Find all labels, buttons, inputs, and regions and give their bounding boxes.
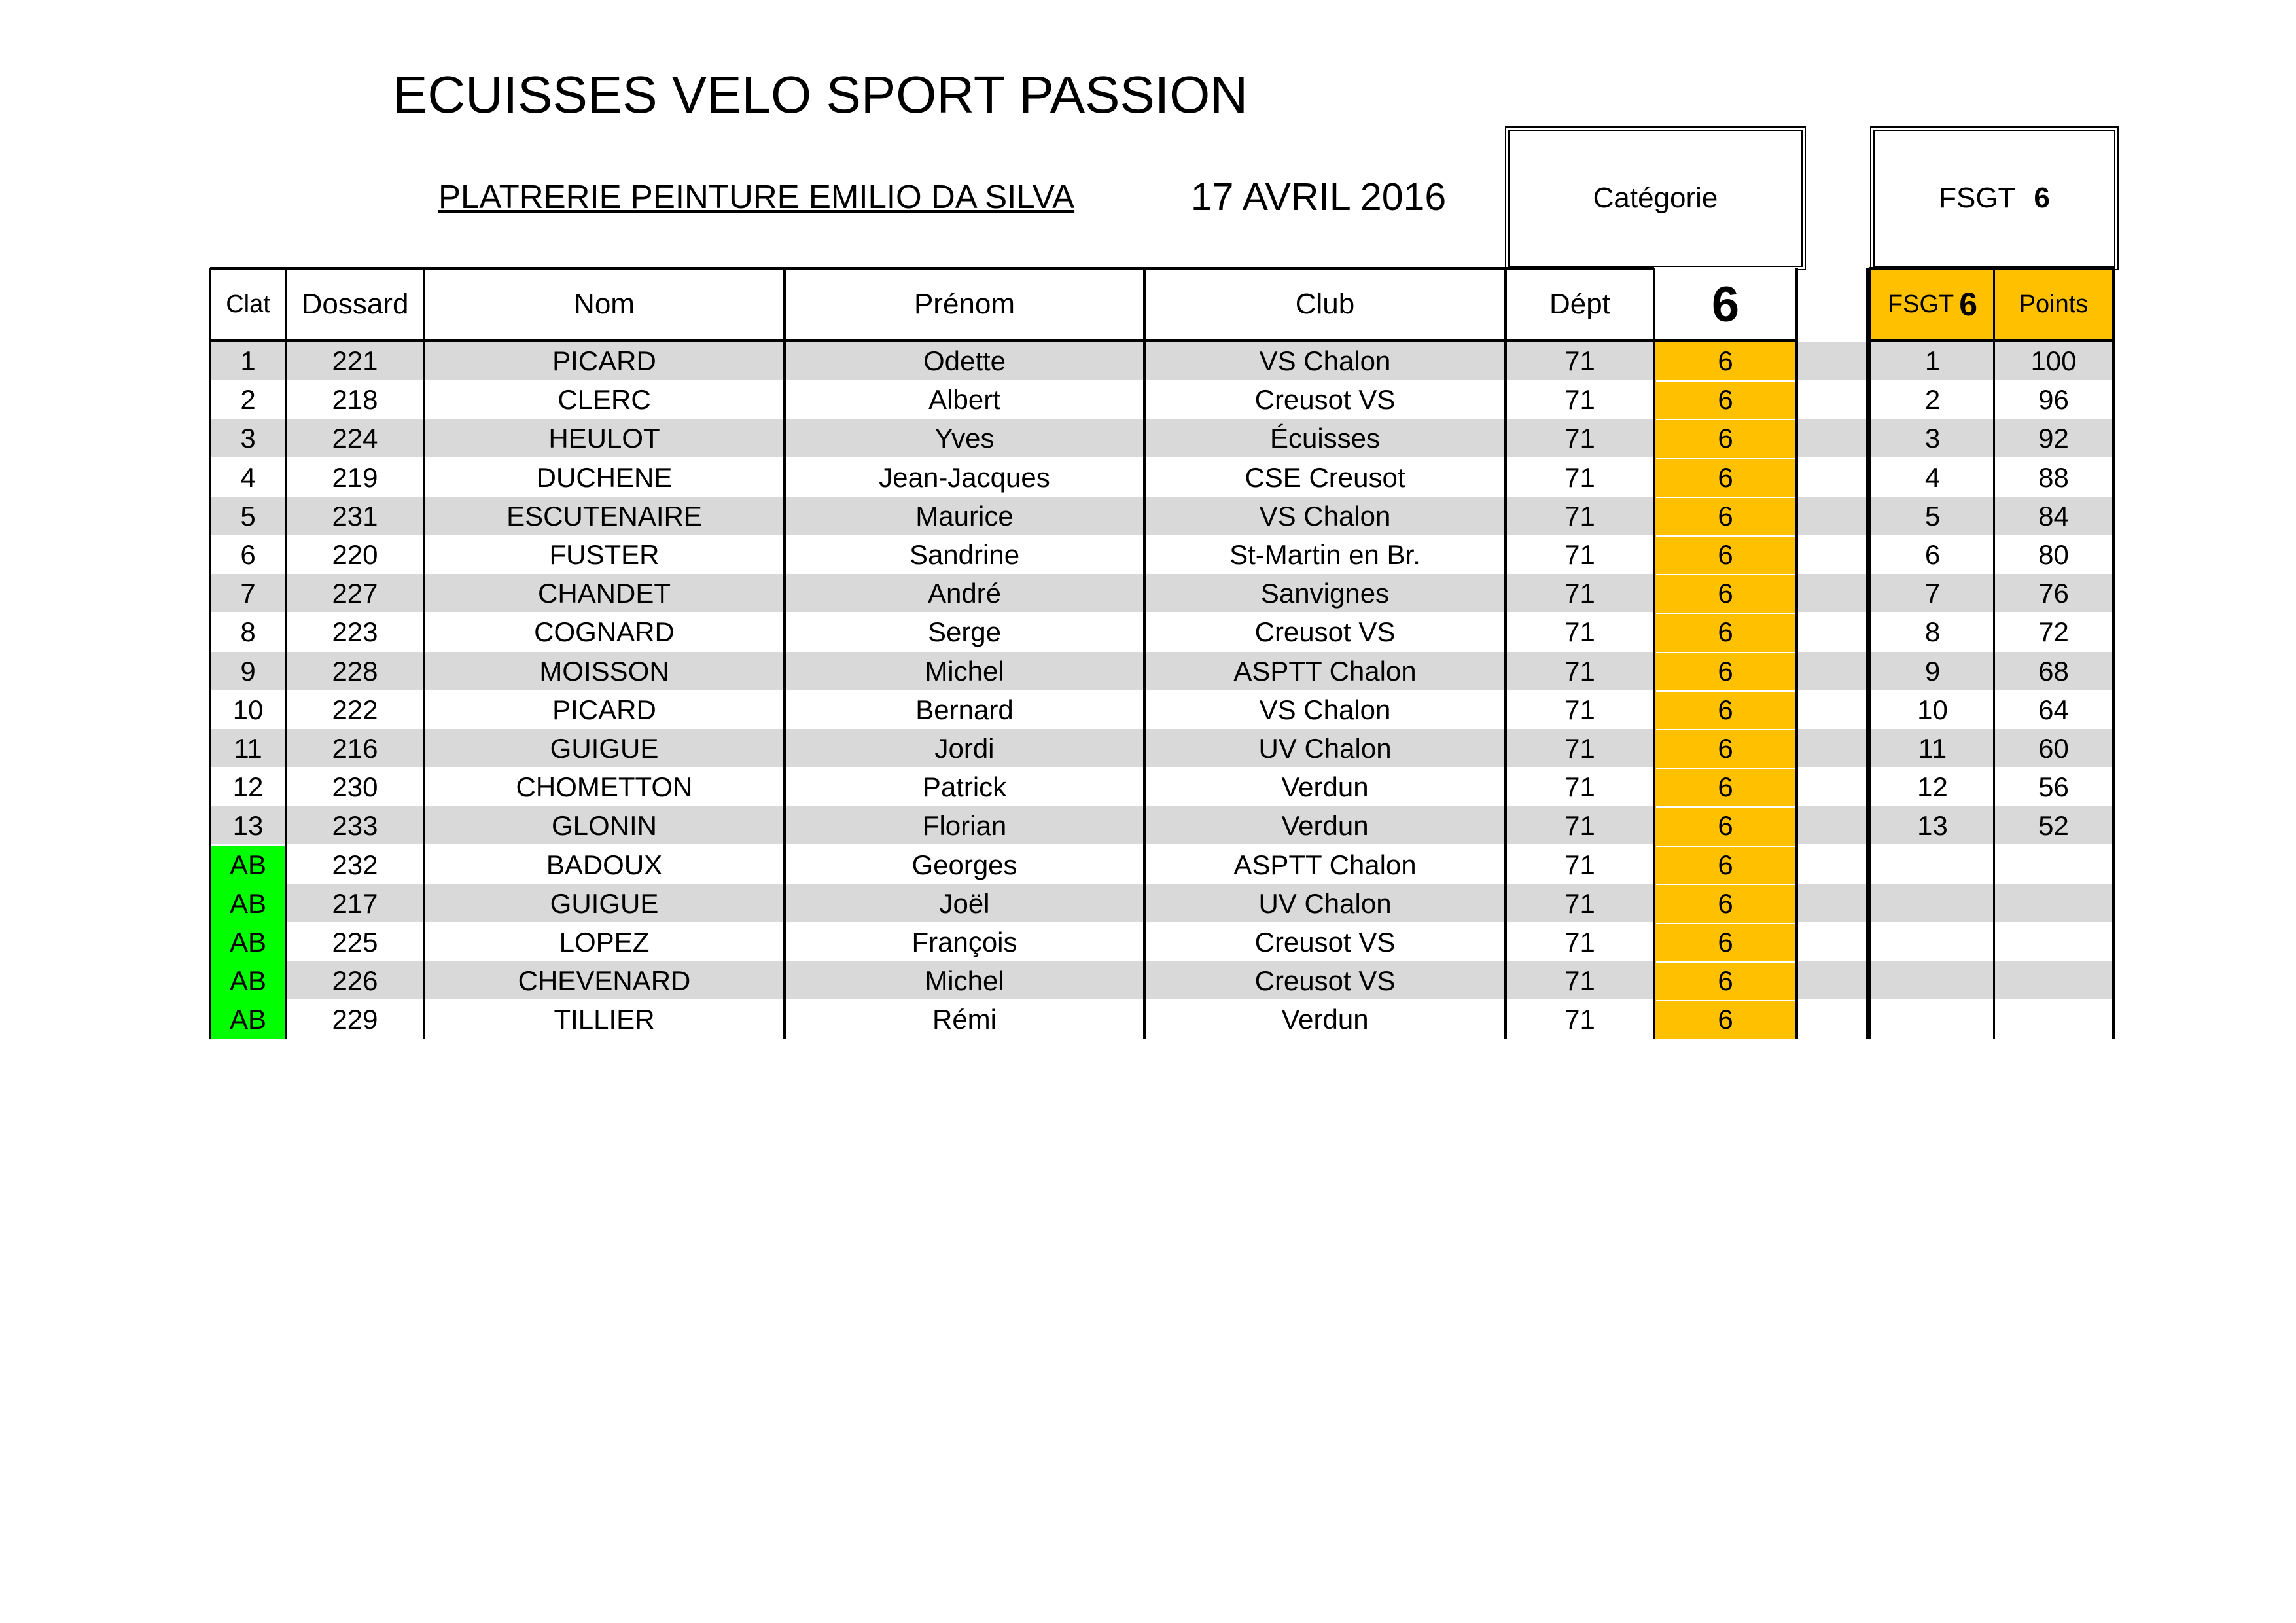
cell-prenom: Serge [927, 616, 1002, 647]
cell-prenom: Michel [925, 655, 1004, 687]
cell-nom: LOPEZ [559, 926, 650, 957]
cell-clat: 2 [240, 383, 256, 415]
header-prenom: Prénom [913, 288, 1016, 320]
cell-dossard: 225 [332, 926, 378, 957]
cell-club: Sanvignes [1260, 577, 1390, 609]
grid-line [210, 267, 1654, 270]
cell-dept: 71 [1564, 810, 1595, 841]
cell-fsgt [1871, 923, 1994, 961]
row-separator [1656, 846, 1795, 847]
header-clat: Clat [226, 290, 270, 318]
row-separator [1656, 923, 1795, 924]
cell-fsgt: 1 [1924, 345, 1941, 376]
cell-clat: AB [229, 849, 267, 880]
cell-clat: AB [229, 926, 267, 957]
cell-cat: 6 [1718, 383, 1733, 415]
cell-dossard: 224 [332, 422, 378, 454]
row-separator [1656, 729, 1795, 730]
cell-prenom: Yves [934, 422, 995, 454]
cell-clat: 12 [232, 771, 264, 802]
cell-cat: 6 [1718, 926, 1733, 957]
cell-points [1994, 1000, 2113, 1039]
cell-dept: 71 [1564, 887, 1595, 919]
cell-prenom: Patrick [922, 771, 1007, 802]
grid-line [1504, 268, 1507, 1039]
grid-line [1143, 268, 1146, 1039]
cell-points: 100 [2030, 345, 2077, 376]
row-separator [1656, 535, 1795, 537]
cell-club: VS Chalon [1259, 500, 1391, 531]
cell-cat: 6 [1718, 887, 1733, 919]
cell-cat: 6 [1718, 345, 1733, 376]
cell-clat: 8 [240, 616, 256, 647]
grid-line [1866, 268, 1871, 1039]
fsgt-box-value: 6 [2034, 182, 2050, 214]
cell-points: 68 [2038, 655, 2069, 687]
grid-line [285, 268, 287, 1039]
cell-dept: 71 [1564, 500, 1595, 531]
cell-fsgt [1871, 1000, 1994, 1039]
cell-cat: 6 [1718, 500, 1733, 531]
cell-prenom: Michel [925, 965, 1004, 996]
cell-nom: HEULOT [548, 422, 660, 454]
cell-nom: CLERC [557, 383, 651, 415]
cell-points [1994, 846, 2113, 884]
cell-dept: 71 [1564, 965, 1595, 996]
cell-points: 84 [2038, 500, 2069, 531]
cell-prenom: Odette [923, 345, 1006, 376]
cell-dossard: 222 [332, 694, 378, 725]
cell-cat: 6 [1718, 965, 1733, 996]
cell-points: 52 [2038, 810, 2069, 841]
cell-points: 60 [2038, 732, 2069, 764]
row-separator [1656, 1000, 1795, 1001]
row-separator [1656, 458, 1795, 459]
cell-dossard: 227 [332, 577, 378, 609]
header-category-value: 6 [1711, 276, 1740, 332]
cell-dept: 71 [1564, 345, 1595, 376]
cell-cat: 6 [1718, 1003, 1733, 1035]
cell-fsgt: 4 [1924, 461, 1941, 493]
cell-clat: 7 [240, 577, 256, 609]
cell-prenom: Maurice [915, 500, 1014, 531]
cell-nom: FUSTER [549, 539, 660, 570]
cell-points: 92 [2038, 422, 2069, 454]
cell-fsgt [1871, 884, 1994, 923]
cell-points: 80 [2038, 539, 2069, 570]
cell-prenom: André [927, 577, 1002, 609]
header-club: Club [1295, 288, 1355, 320]
grid-line [210, 339, 1797, 342]
cell-fsgt: 8 [1924, 616, 1941, 647]
cell-clat: 1 [240, 345, 256, 376]
cell-dept: 71 [1564, 1003, 1595, 1035]
cell-fsgt: 3 [1924, 422, 1941, 454]
cell-prenom: Sandrine [909, 539, 1020, 570]
cell-club: ASPTT Chalon [1233, 655, 1417, 687]
cell-prenom: Rémi [932, 1003, 997, 1035]
cell-prenom: Florian [922, 810, 1007, 841]
grid-line [1795, 268, 1798, 1039]
grid-line [1653, 268, 1655, 1039]
cell-club: CSE Creusot [1245, 461, 1405, 493]
cell-dept: 71 [1564, 422, 1595, 454]
cell-club: Creusot VS [1254, 383, 1396, 415]
cell-nom: GUIGUE [550, 887, 659, 919]
row-separator [1656, 961, 1795, 963]
cell-prenom: Jordi [934, 732, 995, 764]
cell-fsgt: 13 [1917, 810, 1948, 841]
cell-prenom: Georges [911, 849, 1017, 880]
cell-dossard: 228 [332, 655, 378, 687]
cell-nom: TILLIER [554, 1003, 655, 1035]
category-box [1505, 126, 1806, 270]
cell-fsgt: 12 [1917, 771, 1948, 802]
cell-clat: AB [229, 1003, 267, 1035]
cell-nom: COGNARD [534, 616, 675, 647]
cell-clat: AB [229, 965, 267, 996]
grid-line [423, 268, 425, 1039]
row-separator [1656, 613, 1795, 614]
grid-line [209, 268, 211, 1039]
cell-dossard: 216 [332, 732, 378, 764]
cell-dept: 71 [1564, 771, 1595, 802]
cell-dossard: 232 [332, 849, 378, 880]
row-separator [1656, 768, 1795, 769]
grid-line [1869, 339, 2115, 342]
cell-fsgt: 11 [1918, 732, 1947, 764]
row-separator [1656, 497, 1795, 498]
cell-dept: 71 [1564, 616, 1595, 647]
cell-nom: CHOMETTON [516, 771, 693, 802]
page-title: ECUISSES VELO SPORT PASSION [393, 65, 1248, 124]
cell-clat: 13 [232, 810, 264, 841]
cell-points: 88 [2038, 461, 2069, 493]
cell-points [1994, 884, 2113, 923]
cell-clat: 6 [240, 539, 256, 570]
grid-line [2112, 268, 2115, 1039]
cell-dossard: 229 [332, 1003, 378, 1035]
cell-points: 56 [2038, 771, 2069, 802]
cell-prenom: Joël [939, 887, 990, 919]
cell-nom: ESCUTENAIRE [506, 500, 702, 531]
cell-dept: 71 [1564, 655, 1595, 687]
cell-club: Creusot VS [1254, 965, 1396, 996]
cell-fsgt: 9 [1924, 655, 1941, 687]
header-dept: Dépt [1549, 288, 1610, 320]
cell-prenom: Albert [928, 383, 1000, 415]
cell-dossard: 231 [332, 500, 378, 531]
cell-club: Verdun [1281, 810, 1369, 841]
cell-nom: CHEVENARD [518, 965, 691, 996]
cell-clat: 11 [234, 732, 262, 764]
cell-club: Creusot VS [1254, 616, 1396, 647]
cell-clat: AB [229, 887, 267, 919]
cell-prenom: Jean-Jacques [879, 461, 1050, 493]
cell-club: VS Chalon [1259, 345, 1391, 376]
cell-dossard: 220 [332, 539, 378, 570]
row-separator [1656, 806, 1795, 808]
cell-club: UV Chalon [1258, 732, 1392, 764]
cell-cat: 6 [1718, 422, 1733, 454]
cell-dossard: 223 [332, 616, 378, 647]
cell-dept: 71 [1564, 577, 1595, 609]
cell-dept: 71 [1564, 694, 1595, 725]
cell-club: Écuisses [1269, 422, 1381, 454]
cell-clat: 3 [240, 422, 256, 454]
cell-dossard: 233 [332, 810, 378, 841]
row-separator [1656, 419, 1795, 420]
cell-cat: 6 [1718, 849, 1733, 880]
cell-club: Verdun [1281, 1003, 1369, 1035]
cell-prenom: François [911, 926, 1017, 957]
cell-dossard: 221 [332, 345, 378, 376]
cell-fsgt [1871, 846, 1994, 884]
cell-points: 64 [2038, 694, 2069, 725]
cell-dossard: 217 [332, 887, 378, 919]
cell-fsgt [1871, 961, 1994, 1000]
cell-nom: PICARD [552, 694, 656, 725]
cell-points: 76 [2038, 577, 2069, 609]
cell-club: Verdun [1281, 771, 1369, 802]
cell-points: 96 [2038, 383, 2069, 415]
cell-points: 72 [2038, 616, 2069, 647]
cell-dossard: 219 [332, 461, 378, 493]
cell-cat: 6 [1718, 461, 1733, 493]
header-nom: Nom [574, 288, 635, 320]
event-sponsor: PLATRERIE PEINTURE EMILIO DA SILVA [438, 178, 1075, 215]
row-separator [1656, 690, 1795, 692]
cell-cat: 6 [1718, 771, 1733, 802]
event-subtitle [438, 171, 1145, 223]
cell-prenom: Bernard [915, 694, 1014, 725]
cell-club: St-Martin en Br. [1229, 539, 1421, 570]
event-date: 17 AVRIL 2016 [1190, 175, 1447, 219]
row-separator [1656, 380, 1795, 382]
cell-cat: 6 [1718, 694, 1733, 725]
cell-fsgt: 10 [1917, 694, 1948, 725]
cell-dept: 71 [1564, 461, 1595, 493]
grid-line [783, 268, 786, 1039]
cell-cat: 6 [1718, 539, 1733, 570]
cell-fsgt: 7 [1924, 577, 1941, 609]
cell-nom: DUCHENE [536, 461, 673, 493]
cell-cat: 6 [1718, 616, 1733, 647]
cell-points [1994, 923, 2113, 961]
cell-nom: PICARD [552, 345, 656, 376]
cell-nom: GUIGUE [550, 732, 659, 764]
row-separator [1656, 652, 1795, 653]
cell-club: Creusot VS [1254, 926, 1396, 957]
cell-cat: 6 [1718, 655, 1733, 687]
cell-clat: 9 [240, 655, 256, 687]
cell-dossard: 226 [332, 965, 378, 996]
cell-club: ASPTT Chalon [1233, 849, 1417, 880]
cell-dept: 71 [1564, 849, 1595, 880]
cell-dept: 71 [1564, 539, 1595, 570]
category-box-label: Catégorie [1593, 182, 1718, 214]
cell-fsgt: 5 [1924, 500, 1941, 531]
cell-fsgt: 6 [1924, 539, 1941, 570]
cell-dossard: 230 [332, 771, 378, 802]
cell-cat: 6 [1718, 732, 1733, 764]
cell-cat: 6 [1718, 810, 1733, 841]
grid-line [1993, 268, 1995, 1039]
cell-nom: BADOUX [546, 849, 663, 880]
header-dossard: Dossard [301, 288, 409, 320]
cell-dept: 71 [1564, 926, 1595, 957]
cell-clat: 4 [240, 461, 256, 493]
cell-nom: GLONIN [551, 810, 658, 841]
cell-fsgt: 2 [1924, 383, 1941, 415]
cell-dossard: 218 [332, 383, 378, 415]
grid-line [1869, 267, 2115, 270]
cell-dept: 71 [1564, 383, 1595, 415]
header-fsgt: FSGT 6 [1887, 286, 1978, 323]
cell-dept: 71 [1564, 732, 1595, 764]
cell-nom: CHANDET [537, 577, 671, 609]
header-points: Points [2019, 290, 2089, 318]
cell-clat: 5 [240, 500, 256, 531]
cell-club: UV Chalon [1258, 887, 1392, 919]
fsgt-box-label: FSGT [1939, 182, 2016, 214]
cell-nom: MOISSON [539, 655, 669, 687]
cell-club: VS Chalon [1259, 694, 1391, 725]
cell-clat: 10 [232, 694, 264, 725]
cell-points [1994, 961, 2113, 1000]
cell-cat: 6 [1718, 577, 1733, 609]
row-separator [1656, 884, 1795, 885]
row-separator [1656, 574, 1795, 575]
fsgt-box [1870, 126, 2119, 270]
